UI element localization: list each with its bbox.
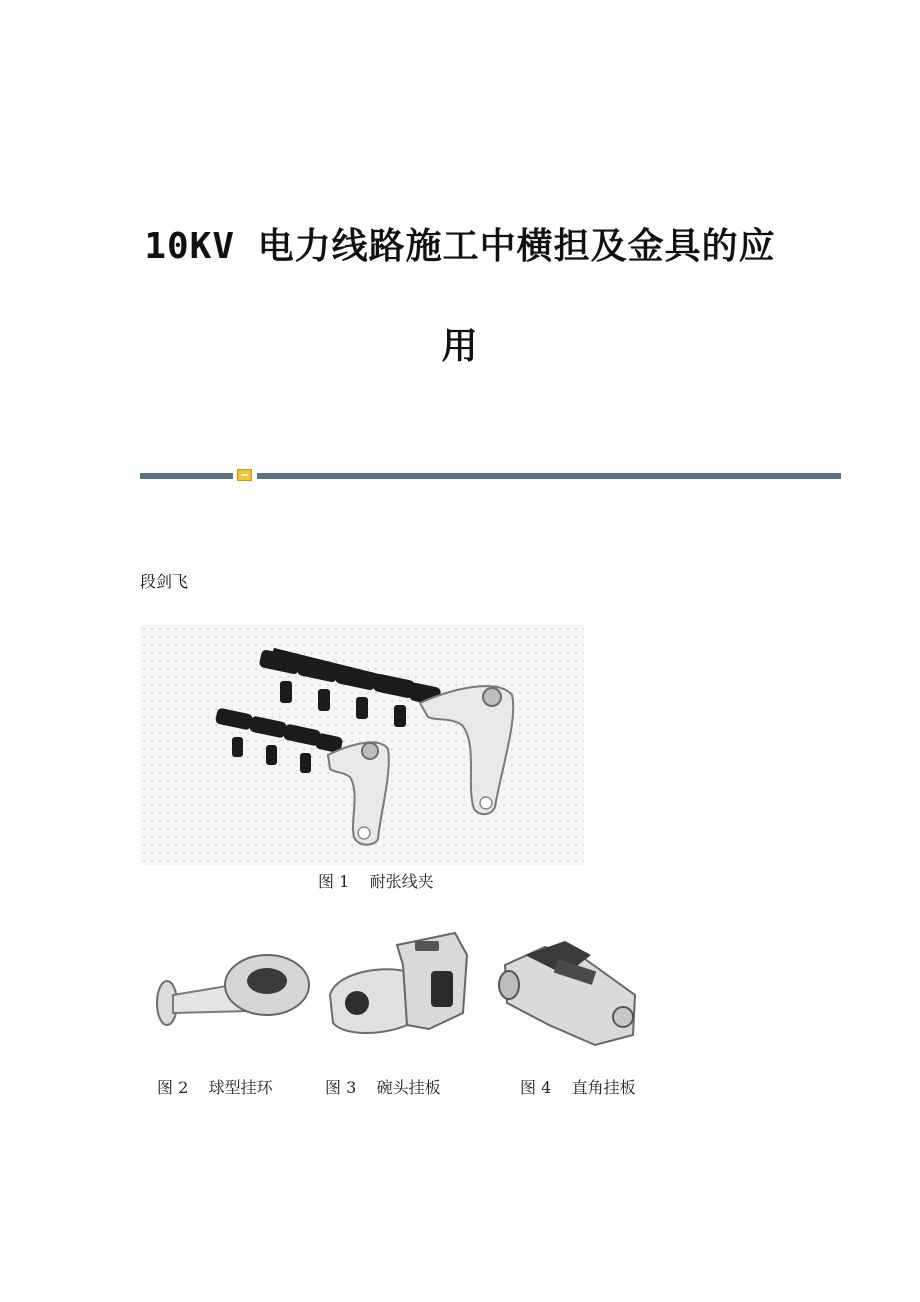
socket-clevis-photo-icon (330, 933, 467, 1033)
divider-bar-right (257, 473, 841, 479)
page-title: 10KV 电力线路施工中横担及金具的应 (144, 226, 776, 267)
author-name: 段剑飞 (140, 572, 189, 591)
figure-row-images (145, 925, 655, 1060)
figure-1-caption: 图 1 耐张线夹 (318, 872, 434, 891)
strain-clamp-photo-icon (140, 625, 584, 865)
right-angle-clevis-photo-icon (499, 941, 635, 1045)
ball-eye-photo-icon (157, 955, 309, 1025)
title-divider (140, 469, 841, 483)
figure-2-caption: 图 2 球型挂环 (157, 1078, 273, 1097)
fittings-photo-icon (145, 925, 655, 1060)
figure-1-image (140, 625, 584, 865)
page-title-continued: 用 (441, 326, 479, 367)
divider-marker-icon (237, 469, 252, 481)
divider-bar-left (140, 473, 233, 479)
figure-3-caption: 图 3 碗头挂板 (325, 1078, 441, 1097)
figure-4-caption: 图 4 直角挂板 (520, 1078, 636, 1097)
